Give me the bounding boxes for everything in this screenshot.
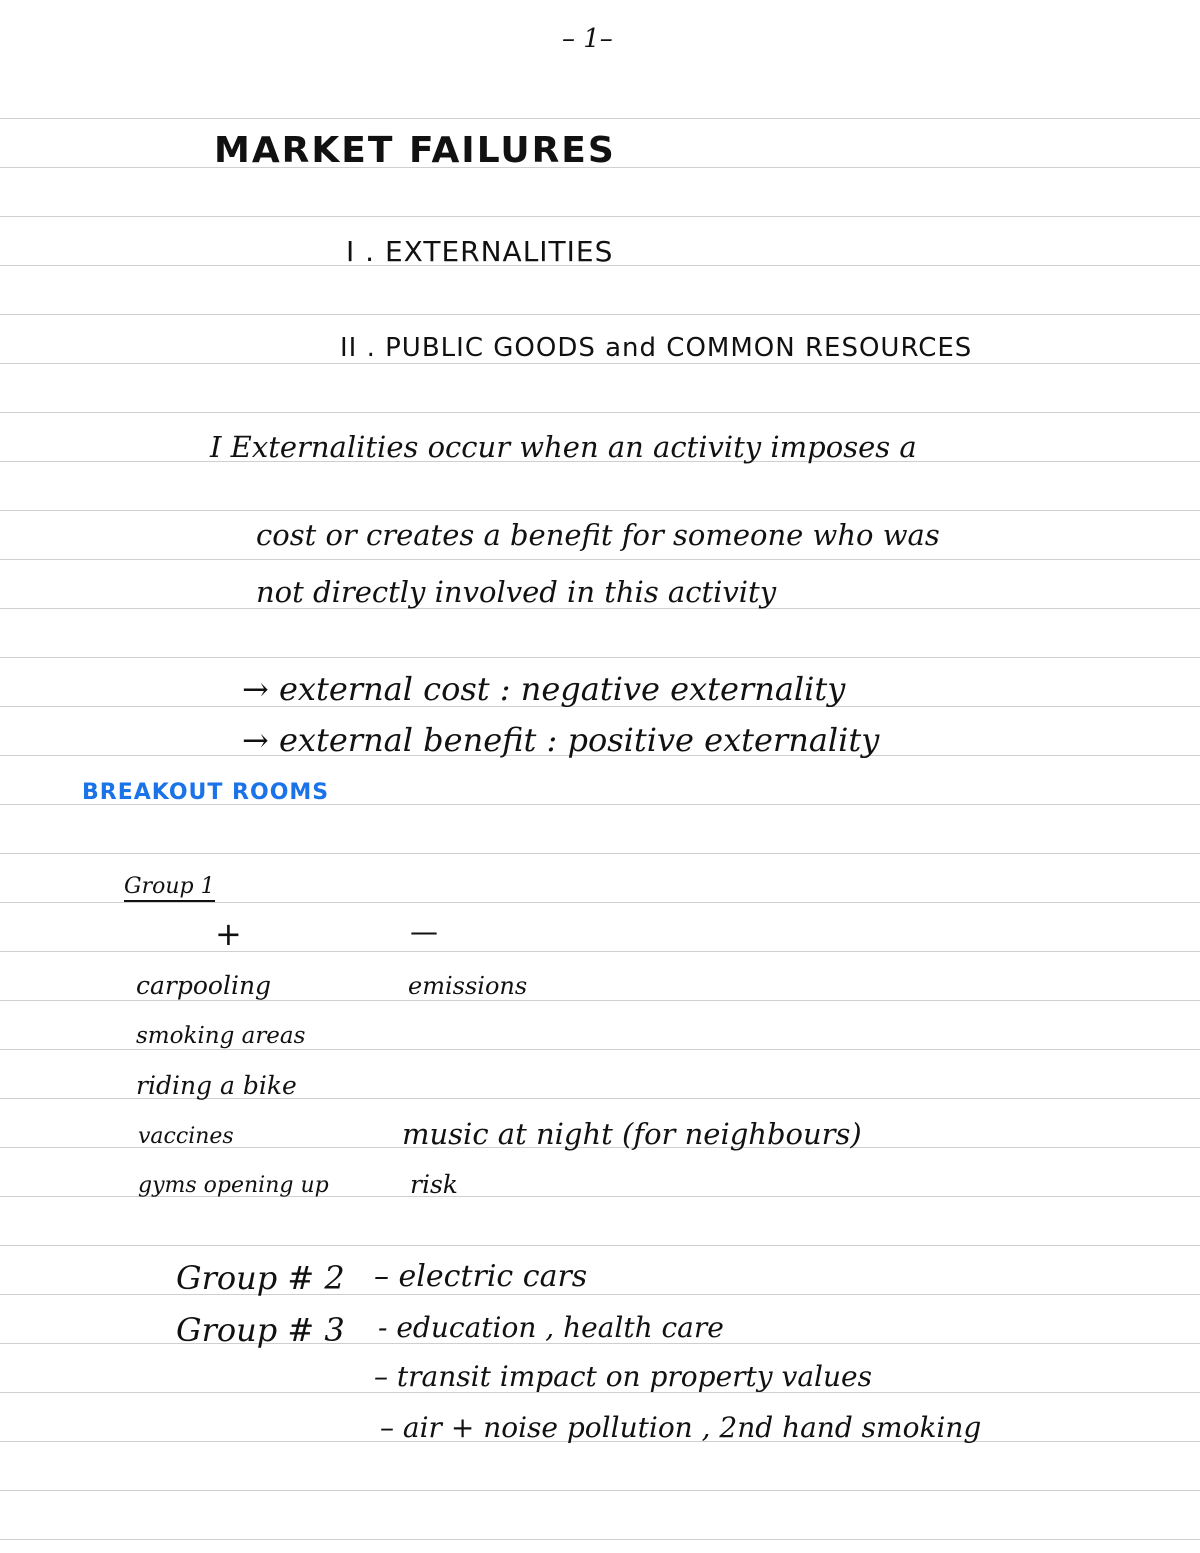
ruled-line (0, 951, 1200, 952)
outline-item-public-goods: II . PUBLIC GOODS and COMMON RESOURCES (340, 333, 973, 363)
minus-column-header: — (410, 915, 438, 948)
group1-positive-item: smoking areas (136, 1023, 306, 1049)
ruled-line (0, 314, 1200, 315)
group3-item: – transit impact on property values (374, 1360, 872, 1393)
ruled-line (0, 1539, 1200, 1540)
ruled-line (0, 412, 1200, 413)
ruled-line (0, 1000, 1200, 1001)
group3-item: - education , health care (378, 1311, 724, 1344)
outline-item-externalities: I . EXTERNALITIES (346, 235, 614, 268)
group3-label: Group # 3 (176, 1311, 345, 1349)
group2-item: – electric cars (374, 1259, 588, 1294)
ruled-line (0, 1490, 1200, 1491)
group1-positive-item: vaccines (138, 1124, 234, 1149)
ruled-line (0, 559, 1200, 560)
group1-negative-item: music at night (for neighbours) (402, 1117, 862, 1151)
group1-positive-item: carpooling (136, 971, 272, 1000)
negative-externality-line: → external cost : negative externality (242, 670, 846, 708)
definition-line-2: cost or creates a benefit for someone who was (256, 518, 940, 552)
group1-positive-item: gyms opening up (138, 1173, 329, 1198)
page-number: – 1– (562, 24, 613, 54)
group3-item: – air + noise pollution , 2nd hand smoking (380, 1411, 982, 1444)
group1-negative-item: emissions (408, 972, 528, 1000)
ruled-line (0, 657, 1200, 658)
breakout-rooms-label: BREAKOUT ROOMS (82, 780, 330, 805)
page-title: MARKET FAILURES (214, 130, 616, 171)
ruled-line (0, 510, 1200, 511)
ruled-line (0, 1245, 1200, 1246)
group2-label: Group # 2 (176, 1259, 345, 1297)
plus-column-header: + (215, 915, 242, 953)
positive-externality-line: → external benefit : positive externality (242, 721, 880, 759)
ruled-line (0, 1049, 1200, 1050)
group1-positive-item: riding a bike (136, 1071, 297, 1100)
ruled-line (0, 118, 1200, 119)
definition-line-3: not directly involved in this activity (256, 575, 777, 609)
ruled-line (0, 216, 1200, 217)
ruled-line (0, 902, 1200, 903)
ruled-line (0, 363, 1200, 364)
group1-heading: Group 1 (124, 876, 215, 902)
group1-negative-item: risk (410, 1170, 458, 1199)
definition-line-1: I Externalities occur when an activity imposes a (210, 430, 917, 464)
ruled-line (0, 853, 1200, 854)
